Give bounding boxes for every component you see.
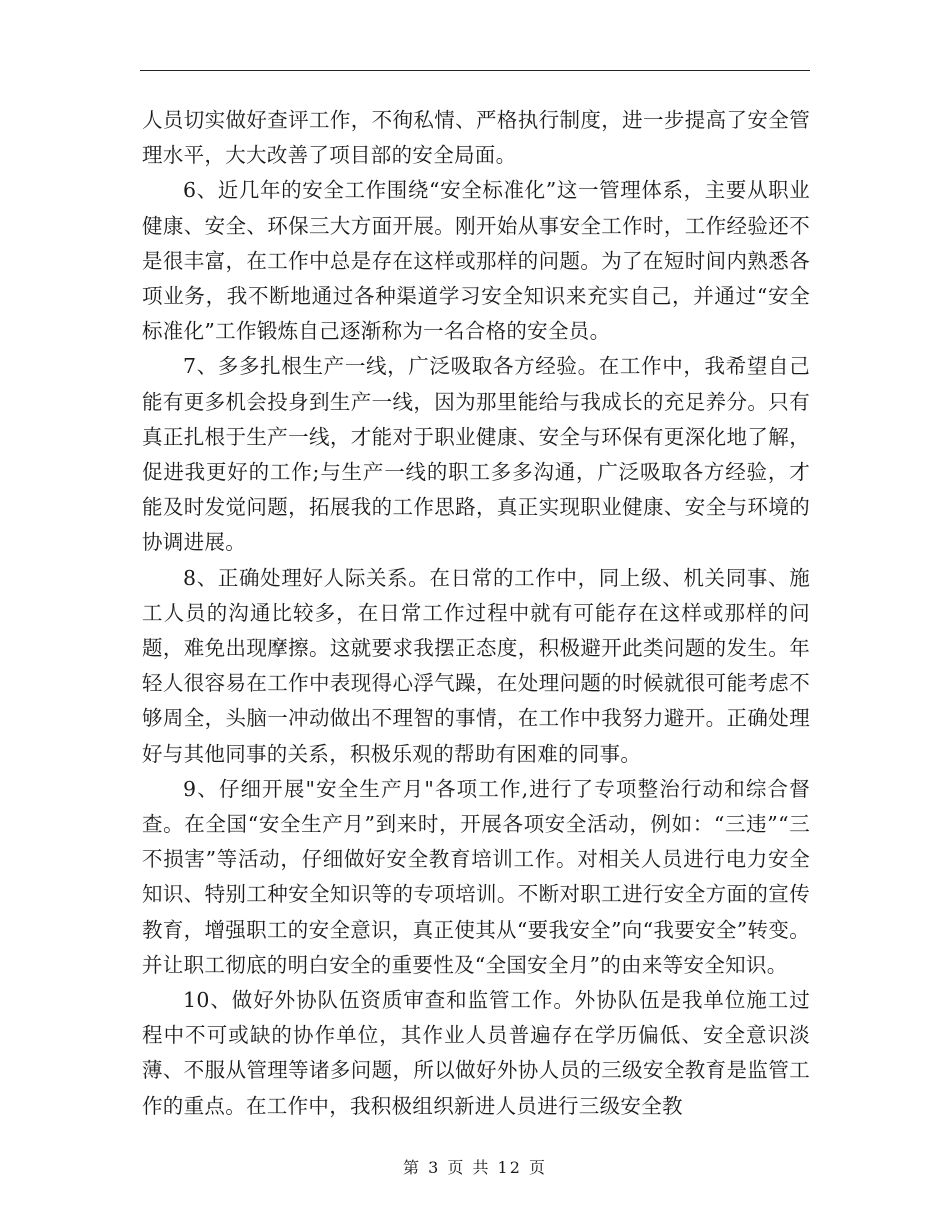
page-footer — [0, 1155, 950, 1178]
document-body — [142, 103, 810, 1124]
paragraph-continuation: 人员切实做好查评工作，不徇私情、严格执行制度，进一步提高了安全管理水平，大大改善了项目部的安全局面。 — [142, 108, 810, 168]
paragraph-item-10: 10、做好外协队伍资质审查和监管工作。外协队伍是我单位施工过程中不可或缺的协作单位，其作业人员普遍存在学历偏低、安全意识淡薄、不服从管理等诸多问题，所以做好外协人员的三级安全教育是监管工作的重点。在工作中，我积极组织新进人员进行三级安全教 — [142, 988, 810, 1118]
paragraph-item-8: 8、正确处理好人际关系。在日常的工作中，同上级、机关同事、施工人员的沟通比较多，在日常工作过程中就有可能存在这样或那样的问题，难免出现摩擦。这就要求我摆正态度，积极避开此类问题的发生。年轻人很容易在工作中表现得心浮气躁，在处理问题的时候就很可能考虑不够周全，头脑一冲动做出不理智的事情，在工作中我努力避开。正确处理好与其他同事的关系，积极乐观的帮助有困难的同事。 — [142, 565, 810, 766]
paragraph-item-7: 7、多多扎根生产一线，广泛吸取各方经验。在工作中，我希望自己能有更多机会投身到生产一线，因为那里能给与我成长的充足养分。只有真正扎根于生产一线，才能对于职业健康、安全与环保有更深化地了解，促进我更好的工作;与生产一线的职工多多沟通，广泛吸取各方经验，才能及时发觉问题，拓展我的工作思路，真正实现职业健康、安全与环境的协调进展。 — [142, 354, 810, 555]
header-rule — [140, 70, 810, 71]
paragraph-item-9: 9、仔细开展"安全生产月"各项工作,进行了专项整治行动和综合督查。在全国“安全生产月”到来时，开展各项安全活动，例如：“三违”“三不损害”等活动，仔细做好安全教育培训工作。对相关人员进行电力安全知识、特别工种安全知识等的专项培训。不断对职工进行安全方面的宣传教育，增强职工的安全意识，真正使其从“要我安全”向“我要安全”转变。并让职工彻底的明白安全的重要性及“全国安全月”的由来等安全知识。 — [142, 776, 810, 977]
paragraph-item-6: 6、近几年的安全工作围绕“安全标准化”这一管理体系，主要从职业健康、安全、环保三大方面开展。刚开始从事安全工作时，工作经验还不是很丰富，在工作中总是存在这样或那样的问题。为了在短时间内熟悉各项业务，我不断地通过各种渠道学习安全知识来充实自己，并通过“安全标准化”工作锻炼自己逐渐称为一名合格的安全员。 — [142, 178, 810, 344]
page-number-label: 第 3 页 共 12 页 — [403, 1158, 547, 1177]
